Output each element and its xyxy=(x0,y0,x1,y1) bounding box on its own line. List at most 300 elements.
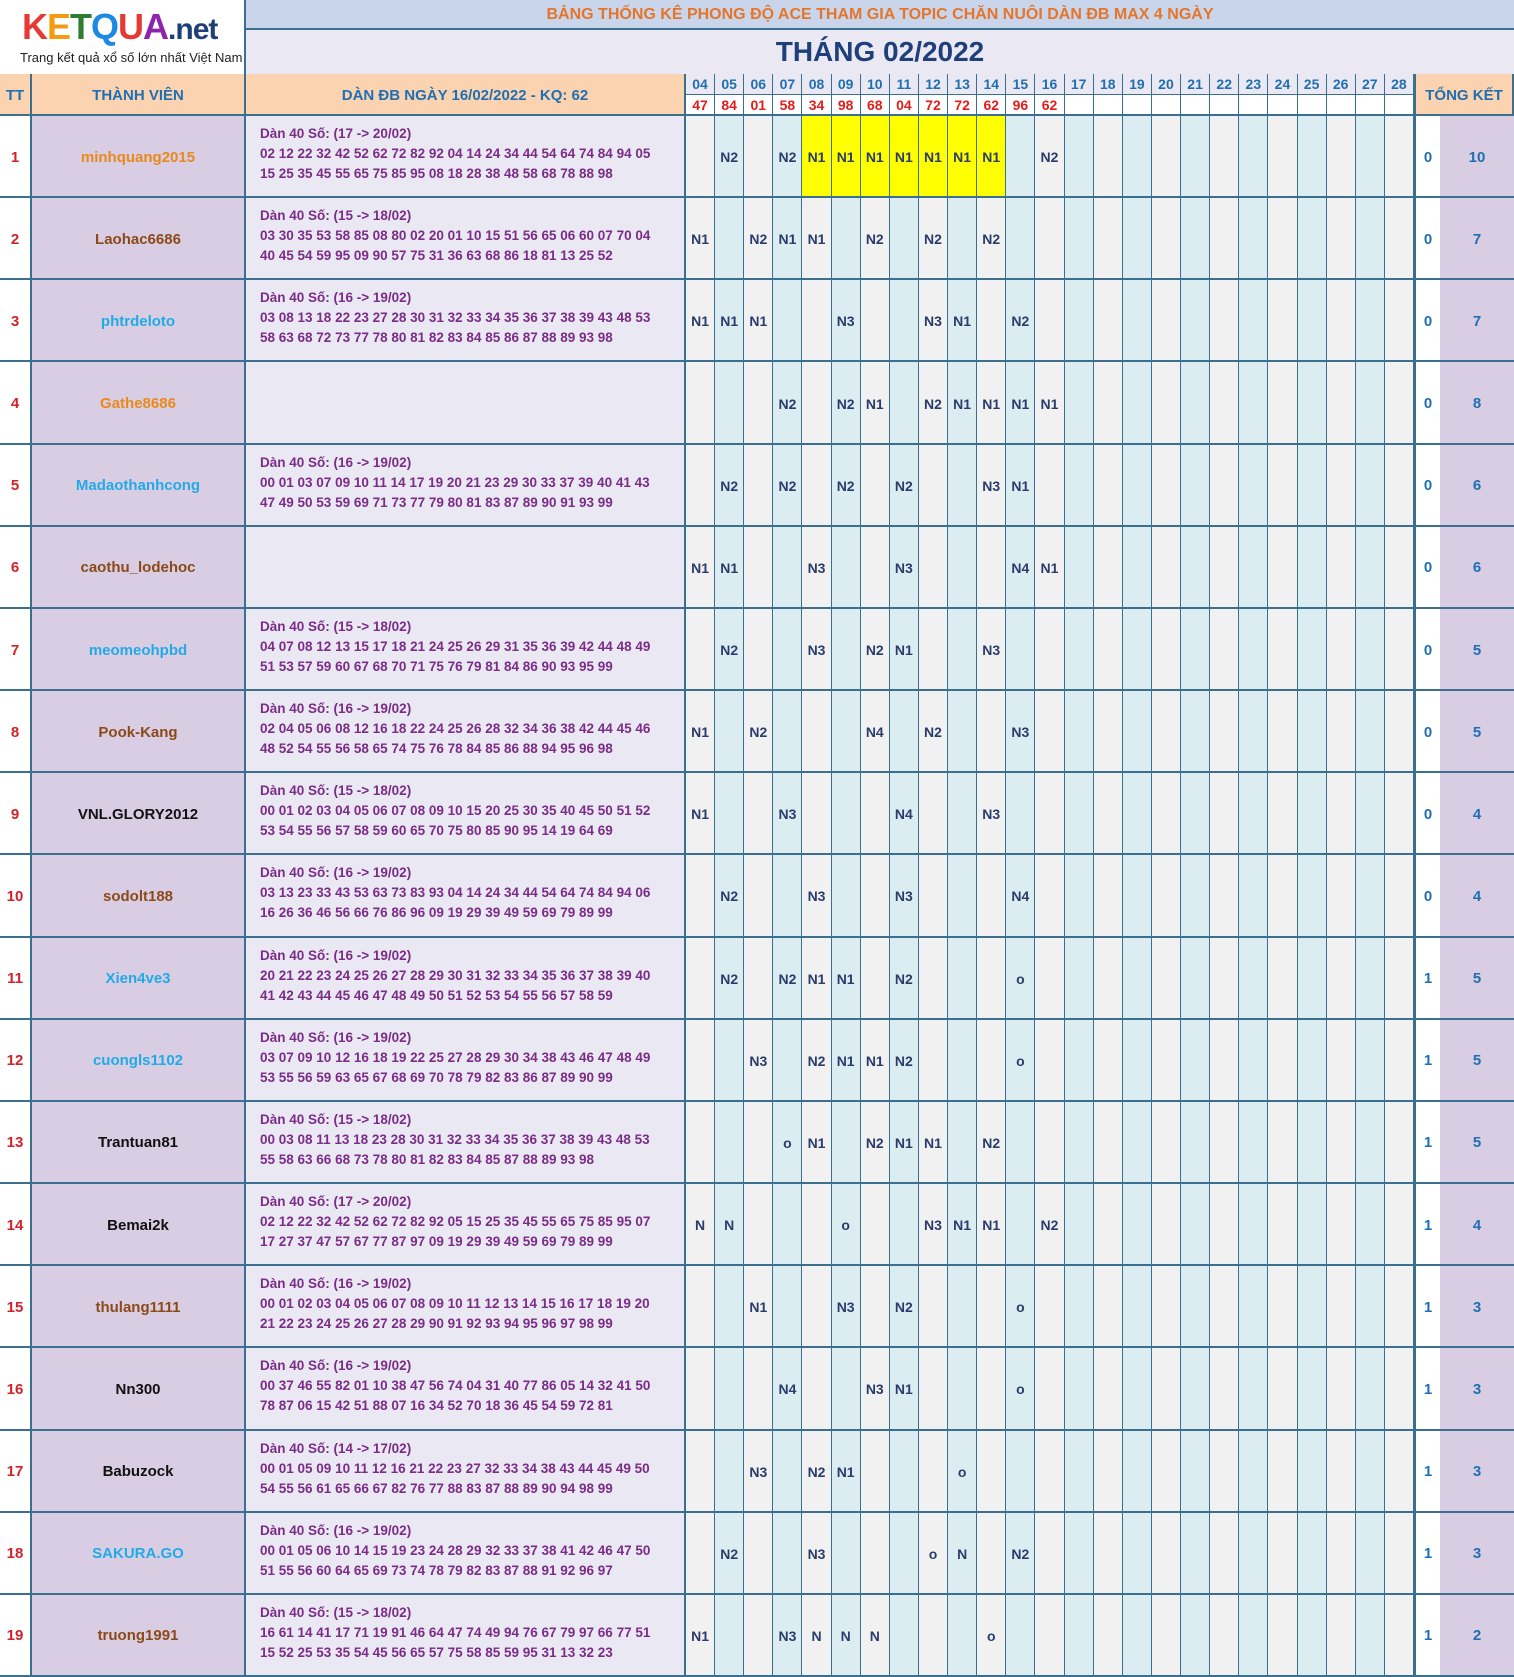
day-header: 16 xyxy=(1035,74,1064,94)
day-cell xyxy=(1035,1595,1064,1677)
day-cell xyxy=(744,1595,773,1677)
dan-numbers-line2: 15 25 35 45 55 65 75 85 95 08 18 28 38 48 58 68 78 88 98 xyxy=(260,166,613,181)
day-cell: N1 xyxy=(861,362,890,444)
day-cell xyxy=(1094,855,1123,937)
day-cell xyxy=(1327,855,1356,937)
day-cell: N2 xyxy=(715,116,744,198)
day-cell xyxy=(802,1348,831,1430)
summary-left: 0 xyxy=(1414,445,1440,527)
day-cell xyxy=(1239,116,1268,198)
day-cell xyxy=(1035,198,1064,280)
day-cell xyxy=(1298,1595,1327,1677)
day-result xyxy=(1298,94,1327,116)
dan-numbers-line2: 47 49 50 53 59 69 71 73 77 79 80 81 83 87 89 90 91 93 99 xyxy=(260,494,613,510)
day-cell xyxy=(1123,527,1152,609)
day-cell xyxy=(1094,1513,1123,1595)
day-result: 62 xyxy=(1035,94,1064,116)
day-cell xyxy=(744,362,773,444)
day-header: 15 xyxy=(1006,74,1035,94)
summary-left: 0 xyxy=(1414,116,1440,198)
summary-left: 0 xyxy=(1414,773,1440,855)
day-cell xyxy=(1094,1102,1123,1184)
summary-right: 4 xyxy=(1440,855,1514,937)
summary-right: 7 xyxy=(1440,198,1514,280)
day-cell xyxy=(773,1020,802,1102)
row-number: 5 xyxy=(0,445,32,527)
day-cell xyxy=(686,1431,715,1513)
dan-numbers-line1: 00 01 05 06 10 14 15 19 23 24 28 29 32 33 37 38 41 42 46 47 50 xyxy=(260,1542,651,1558)
day-cell: N1 xyxy=(686,1595,715,1677)
day-cell xyxy=(1356,280,1385,362)
day-cell xyxy=(1268,1102,1297,1184)
day-cell xyxy=(1239,280,1268,362)
day-cell xyxy=(1356,1102,1385,1184)
day-cell xyxy=(1268,691,1297,773)
day-cell xyxy=(890,280,919,362)
day-cell xyxy=(1152,116,1181,198)
day-cell: N3 xyxy=(832,280,861,362)
day-cell: N1 xyxy=(890,116,919,198)
day-cell xyxy=(1268,116,1297,198)
day-cell: N1 xyxy=(832,116,861,198)
day-cell xyxy=(1327,773,1356,855)
day-cell xyxy=(744,609,773,691)
day-cell: o xyxy=(948,1431,977,1513)
day-cell: N3 xyxy=(832,1266,861,1348)
day-cell: o xyxy=(977,1595,1006,1677)
summary-left: 1 xyxy=(1414,1513,1440,1595)
day-cell: o xyxy=(919,1513,948,1595)
member-name: sodolt188 xyxy=(32,855,246,937)
day-cell xyxy=(1239,855,1268,937)
day-cell: N1 xyxy=(861,1020,890,1102)
day-cell: N3 xyxy=(744,1431,773,1513)
member-name: cuongls1102 xyxy=(32,1020,246,1102)
day-cell xyxy=(861,1431,890,1513)
day-result xyxy=(1065,94,1094,116)
dan-cell xyxy=(246,609,686,691)
day-cell: N2 xyxy=(861,609,890,691)
day-cell xyxy=(1094,938,1123,1020)
day-cell: N2 xyxy=(715,1513,744,1595)
dan-title: Dàn 40 Số: (16 -> 19/02) xyxy=(260,701,412,717)
day-cell xyxy=(1298,1266,1327,1348)
day-header: 19 xyxy=(1123,74,1152,94)
day-cell xyxy=(1268,527,1297,609)
day-cell: N xyxy=(686,1184,715,1266)
day-cell xyxy=(715,1020,744,1102)
day-cell xyxy=(1210,198,1239,280)
day-cell xyxy=(1181,1513,1210,1595)
day-cell xyxy=(715,1266,744,1348)
day-cell xyxy=(1065,116,1094,198)
dan-cell xyxy=(246,362,686,444)
day-cell xyxy=(977,938,1006,1020)
day-cell xyxy=(1065,773,1094,855)
day-cell xyxy=(977,280,1006,362)
day-cell xyxy=(1152,1184,1181,1266)
day-result xyxy=(1181,94,1210,116)
day-cell xyxy=(948,691,977,773)
dan-cell xyxy=(246,280,686,362)
day-cell xyxy=(1356,1184,1385,1266)
day-cell xyxy=(1385,1431,1414,1513)
dan-cell xyxy=(246,445,686,527)
dan-numbers-line1: 03 30 35 53 58 85 08 80 02 20 01 10 15 51 56 65 06 60 07 70 04 xyxy=(260,228,651,244)
day-cell xyxy=(890,1184,919,1266)
day-cell: N3 xyxy=(890,527,919,609)
day-cell xyxy=(1094,609,1123,691)
day-cell xyxy=(1094,445,1123,527)
day-cell xyxy=(919,855,948,937)
dan-numbers-line1: 02 12 22 32 42 52 62 72 82 92 04 14 24 34 44 54 64 74 84 94 05 xyxy=(260,146,651,161)
day-cell xyxy=(1035,1431,1064,1513)
day-cell xyxy=(890,691,919,773)
day-cell xyxy=(1035,855,1064,937)
dan-cell xyxy=(246,773,686,855)
day-cell: N1 xyxy=(686,198,715,280)
day-cell: N1 xyxy=(977,362,1006,444)
day-cell xyxy=(1181,116,1210,198)
day-cell xyxy=(1356,1513,1385,1595)
day-cell xyxy=(861,527,890,609)
day-cell xyxy=(1385,362,1414,444)
day-cell xyxy=(1035,280,1064,362)
day-cell: N1 xyxy=(686,280,715,362)
day-cell xyxy=(686,362,715,444)
day-cell: o xyxy=(1006,1348,1035,1430)
day-cell: o xyxy=(773,1102,802,1184)
day-cell xyxy=(744,1348,773,1430)
day-cell: N2 xyxy=(773,362,802,444)
day-cell xyxy=(1152,198,1181,280)
day-cell xyxy=(1210,855,1239,937)
day-cell xyxy=(1123,773,1152,855)
day-cell xyxy=(1065,362,1094,444)
dan-numbers-line2: 53 54 55 56 57 58 59 60 65 70 75 80 85 90 95 14 19 64 69 xyxy=(260,823,613,839)
row-number: 19 xyxy=(0,1595,32,1677)
day-cell xyxy=(1065,1348,1094,1430)
logo-wordmark: KETQUA.net xyxy=(22,6,218,47)
day-cell xyxy=(919,1266,948,1348)
day-cell xyxy=(1181,1102,1210,1184)
dan-cell xyxy=(246,1266,686,1348)
day-cell xyxy=(1006,1102,1035,1184)
day-cell: N2 xyxy=(715,938,744,1020)
dan-title: Dàn 40 Số: (16 -> 19/02) xyxy=(260,290,412,306)
day-cell: N3 xyxy=(802,609,831,691)
day-cell xyxy=(832,1348,861,1430)
day-cell xyxy=(1298,609,1327,691)
day-cell xyxy=(1298,362,1327,444)
member-name: caothu_lodehoc xyxy=(32,527,246,609)
day-cell: N3 xyxy=(977,773,1006,855)
day-cell: N2 xyxy=(919,198,948,280)
day-cell xyxy=(1123,198,1152,280)
dan-numbers-line2: 51 53 57 59 60 67 68 70 71 75 76 79 81 84 86 90 93 95 99 xyxy=(260,658,613,674)
day-cell xyxy=(1239,1595,1268,1677)
day-cell xyxy=(977,1348,1006,1430)
day-cell xyxy=(1239,773,1268,855)
summary-left: 1 xyxy=(1414,1020,1440,1102)
day-cell xyxy=(919,938,948,1020)
summary-left: 1 xyxy=(1414,1102,1440,1184)
day-cell xyxy=(1327,609,1356,691)
day-cell xyxy=(1327,691,1356,773)
day-cell xyxy=(1385,527,1414,609)
summary-left: 0 xyxy=(1414,609,1440,691)
dan-title: Dàn 40 Số: (16 -> 19/02) xyxy=(260,1522,412,1538)
dan-cell xyxy=(246,198,686,280)
day-cell xyxy=(1094,362,1123,444)
day-cell xyxy=(861,445,890,527)
day-cell xyxy=(1210,1595,1239,1677)
day-cell xyxy=(1152,1348,1181,1430)
day-cell xyxy=(1181,855,1210,937)
day-cell xyxy=(1094,1431,1123,1513)
dan-numbers-line2: 48 52 54 55 56 58 65 74 75 76 78 84 85 86 88 94 95 96 98 xyxy=(260,741,613,757)
day-cell: N1 xyxy=(744,280,773,362)
day-cell: o xyxy=(832,1184,861,1266)
day-cell xyxy=(773,1266,802,1348)
day-cell xyxy=(1210,1431,1239,1513)
day-cell xyxy=(1181,198,1210,280)
day-cell: N1 xyxy=(948,1184,977,1266)
day-cell: N2 xyxy=(1035,1184,1064,1266)
day-cell xyxy=(686,1513,715,1595)
day-cell: N3 xyxy=(802,1513,831,1595)
dan-title: Dàn 40 Số: (14 -> 17/02) xyxy=(260,1440,412,1456)
day-cell xyxy=(1210,280,1239,362)
row-number: 17 xyxy=(0,1431,32,1513)
day-cell: N2 xyxy=(861,198,890,280)
day-cell xyxy=(832,1102,861,1184)
day-result xyxy=(1152,94,1181,116)
day-header: 13 xyxy=(948,74,977,94)
day-cell: N1 xyxy=(977,1184,1006,1266)
day-cell xyxy=(1152,1431,1181,1513)
day-cell xyxy=(1268,855,1297,937)
row-number: 4 xyxy=(0,362,32,444)
day-cell xyxy=(1356,116,1385,198)
day-cell xyxy=(1385,1184,1414,1266)
header-summary: TỔNG KẾT xyxy=(1414,74,1514,116)
day-cell xyxy=(1094,1266,1123,1348)
day-cell xyxy=(832,527,861,609)
day-cell xyxy=(1298,938,1327,1020)
day-cell xyxy=(1181,1431,1210,1513)
day-cell xyxy=(1123,1184,1152,1266)
row-number: 2 xyxy=(0,198,32,280)
day-result xyxy=(1123,94,1152,116)
day-cell xyxy=(686,445,715,527)
row-number: 14 xyxy=(0,1184,32,1266)
day-cell xyxy=(1152,609,1181,691)
day-cell xyxy=(1181,1020,1210,1102)
day-cell: N2 xyxy=(773,938,802,1020)
dan-title: Dàn 40 Số: (16 -> 19/02) xyxy=(260,1029,412,1045)
dan-cell xyxy=(246,527,686,609)
day-cell xyxy=(1094,1020,1123,1102)
day-cell xyxy=(890,198,919,280)
member-name: Laohac6686 xyxy=(32,198,246,280)
day-cell: N xyxy=(802,1595,831,1677)
day-cell: N2 xyxy=(890,1020,919,1102)
day-cell xyxy=(1327,1102,1356,1184)
day-cell: N1 xyxy=(802,1102,831,1184)
day-cell xyxy=(1356,527,1385,609)
dan-title: Dàn 40 Số: (16 -> 19/02) xyxy=(260,1358,412,1374)
day-cell xyxy=(1298,116,1327,198)
summary-right: 2 xyxy=(1440,1595,1514,1677)
day-cell xyxy=(1239,1266,1268,1348)
day-header: 12 xyxy=(919,74,948,94)
day-cell xyxy=(1210,362,1239,444)
day-cell: N1 xyxy=(744,1266,773,1348)
summary-right: 10 xyxy=(1440,116,1514,198)
dan-numbers-line1: 00 01 05 09 10 11 12 16 21 22 23 27 32 33 34 38 43 44 45 49 50 xyxy=(260,1460,650,1476)
day-cell: o xyxy=(1006,1266,1035,1348)
day-cell xyxy=(1239,1348,1268,1430)
day-cell: N1 xyxy=(948,362,977,444)
day-cell xyxy=(1239,1431,1268,1513)
day-cell xyxy=(919,1431,948,1513)
day-cell: N2 xyxy=(744,198,773,280)
dan-numbers-line2: 21 22 23 24 25 26 27 28 29 90 91 92 93 94 95 96 97 98 99 xyxy=(260,1316,613,1332)
day-cell xyxy=(1385,609,1414,691)
day-cell xyxy=(948,609,977,691)
summary-right: 3 xyxy=(1440,1266,1514,1348)
day-cell xyxy=(1385,1266,1414,1348)
day-cell xyxy=(686,609,715,691)
day-cell xyxy=(1210,1513,1239,1595)
day-cell xyxy=(1268,1020,1297,1102)
day-cell xyxy=(1239,1184,1268,1266)
day-result xyxy=(1356,94,1385,116)
summary-right: 4 xyxy=(1440,773,1514,855)
day-cell xyxy=(832,1513,861,1595)
member-name: Trantuan81 xyxy=(32,1102,246,1184)
dan-numbers-line1: 00 01 02 03 04 05 06 07 08 09 10 15 20 25 30 35 40 45 50 51 52 xyxy=(260,803,651,819)
summary-right: 5 xyxy=(1440,1102,1514,1184)
summary-right: 7 xyxy=(1440,280,1514,362)
member-name: meomeohpbd xyxy=(32,609,246,691)
day-cell xyxy=(1385,1102,1414,1184)
day-cell xyxy=(1065,1184,1094,1266)
summary-right: 5 xyxy=(1440,1020,1514,1102)
row-number: 6 xyxy=(0,527,32,609)
row-number: 15 xyxy=(0,1266,32,1348)
member-name: thulang1111 xyxy=(32,1266,246,1348)
day-header: 10 xyxy=(861,74,890,94)
day-cell xyxy=(919,1595,948,1677)
day-cell xyxy=(686,1102,715,1184)
day-cell xyxy=(1356,445,1385,527)
day-cell xyxy=(773,1431,802,1513)
day-cell xyxy=(1123,362,1152,444)
day-cell: N xyxy=(715,1184,744,1266)
day-result: 96 xyxy=(1006,94,1035,116)
day-cell xyxy=(1298,280,1327,362)
day-header: 08 xyxy=(802,74,831,94)
day-cell xyxy=(1385,938,1414,1020)
day-cell xyxy=(744,1184,773,1266)
day-cell: N2 xyxy=(802,1431,831,1513)
day-result: 62 xyxy=(977,94,1006,116)
day-cell xyxy=(1239,445,1268,527)
day-cell: N3 xyxy=(802,527,831,609)
day-cell xyxy=(1006,1184,1035,1266)
day-cell xyxy=(744,116,773,198)
day-cell xyxy=(1268,773,1297,855)
day-cell xyxy=(948,198,977,280)
day-cell xyxy=(1210,527,1239,609)
day-cell xyxy=(1210,938,1239,1020)
day-header: 23 xyxy=(1239,74,1268,94)
day-cell xyxy=(773,691,802,773)
dan-numbers-line1: 03 13 23 33 43 53 63 73 83 93 04 14 24 34 44 54 64 74 84 94 06 xyxy=(260,885,651,901)
day-cell: N2 xyxy=(919,691,948,773)
dan-numbers-line2: 40 45 54 59 95 09 90 57 75 31 36 63 68 86 18 81 13 25 52 xyxy=(260,248,613,264)
day-cell xyxy=(919,1020,948,1102)
summary-left: 1 xyxy=(1414,1595,1440,1677)
dan-title: Dàn 40 Số: (15 -> 18/02) xyxy=(260,1604,412,1620)
day-cell xyxy=(802,362,831,444)
day-cell xyxy=(919,609,948,691)
day-cell: o xyxy=(1006,1020,1035,1102)
day-cell: N1 xyxy=(802,198,831,280)
day-cell: N2 xyxy=(715,609,744,691)
day-cell xyxy=(744,527,773,609)
row-number: 13 xyxy=(0,1102,32,1184)
sheet-banner-title: BẢNG THỐNG KÊ PHONG ĐỘ ACE THAM GIA TOPIC CHĂN NUÔI DÀN ĐB MAX 4 NGÀY xyxy=(246,0,1514,30)
day-cell: N2 xyxy=(832,362,861,444)
member-name: Nn300 xyxy=(32,1348,246,1430)
day-cell: N1 xyxy=(686,691,715,773)
summary-left: 0 xyxy=(1414,855,1440,937)
day-cell xyxy=(1123,1266,1152,1348)
row-number: 12 xyxy=(0,1020,32,1102)
day-cell xyxy=(977,1513,1006,1595)
day-cell: N2 xyxy=(1006,280,1035,362)
day-cell xyxy=(1327,527,1356,609)
day-header: 28 xyxy=(1385,74,1414,94)
dan-numbers-line1: 03 08 13 18 22 23 27 28 30 31 32 33 34 35 36 37 38 39 43 48 53 xyxy=(260,310,651,326)
row-number: 8 xyxy=(0,691,32,773)
dan-title: Dàn 40 Số: (16 -> 19/02) xyxy=(260,947,412,963)
day-cell xyxy=(1298,1184,1327,1266)
day-cell: N2 xyxy=(773,116,802,198)
day-cell xyxy=(1268,1184,1297,1266)
day-cell xyxy=(1268,362,1297,444)
day-cell xyxy=(1152,527,1181,609)
day-cell xyxy=(1385,445,1414,527)
day-cell xyxy=(1210,1266,1239,1348)
day-cell xyxy=(744,938,773,1020)
day-cell xyxy=(1210,1348,1239,1430)
day-cell xyxy=(1065,280,1094,362)
day-cell: N3 xyxy=(977,609,1006,691)
day-result: 72 xyxy=(919,94,948,116)
day-cell xyxy=(1152,691,1181,773)
day-result: 47 xyxy=(686,94,715,116)
day-cell xyxy=(744,1102,773,1184)
day-cell xyxy=(1152,445,1181,527)
day-cell xyxy=(1385,1020,1414,1102)
dan-title: Dàn 40 Số: (16 -> 19/02) xyxy=(260,1276,412,1292)
day-cell: N1 xyxy=(1006,445,1035,527)
day-cell xyxy=(1298,691,1327,773)
